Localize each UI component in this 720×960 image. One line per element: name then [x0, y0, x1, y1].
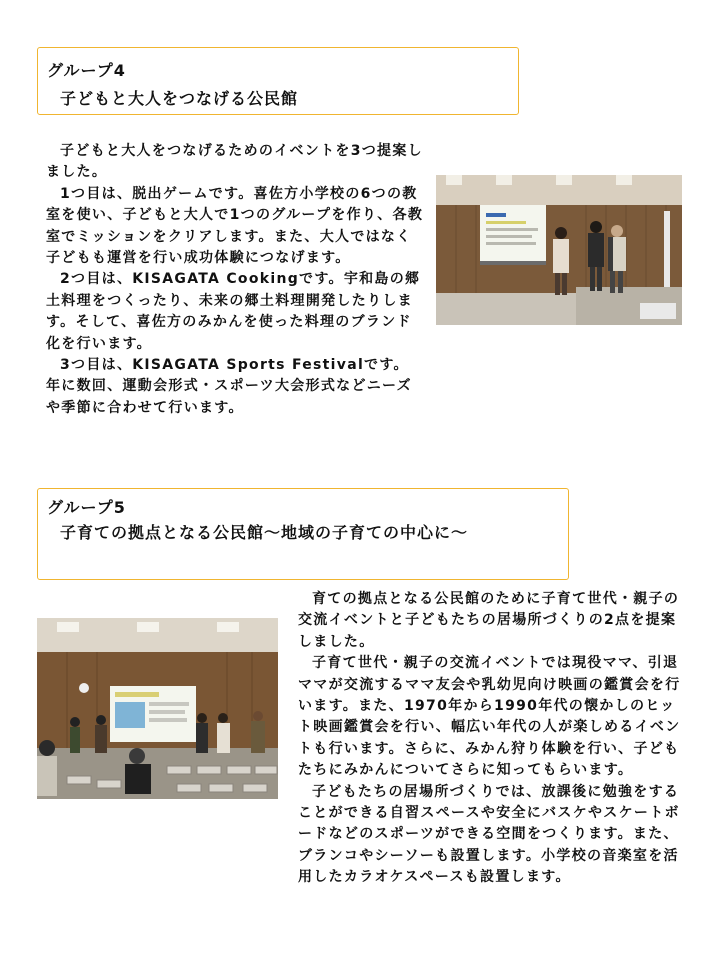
group5-body — [298, 589, 688, 889]
group4-paragraph: 3つ目は、KISAGATA Sports Festivalです。年に数回、運動会形式・スポーツ大会形式などニーズや季節に合わせて行います。 — [46, 357, 412, 416]
group4-body — [46, 141, 424, 419]
group4-heading-title: グループ4 — [47, 61, 126, 80]
group4-heading-subtitle: 子どもと大人をつなげる公民館 — [60, 89, 299, 108]
group4-paragraph: 1つ目は、脱出ゲームです。喜佐方小学校の6つの教室を使い、子どもと大人で1つのグループを作り、各教室でミッションをクリアします。また、大人ではなく子どもも運営を行い成功体験につなげます。 — [46, 185, 424, 267]
group4-presentation-photo — [436, 175, 682, 325]
group4-heading-box — [37, 47, 519, 115]
group5-presentation-photo — [37, 618, 278, 799]
group4-paragraph: 2つ目は、KISAGATA Cookingです。宇和島の郷土料理をつくったり、未来の郷土料理開発したりします。そして、喜佐方のみかんを使った料理のブランド化を行います。 — [46, 271, 421, 352]
group5-paragraph: 育ての拠点となる公民館のために子育て世代・親子の交流イベントと子どもたちの居場所づくりの2点を提案しました。 — [298, 591, 680, 650]
group5-paragraph: 子どもたちの居場所づくりでは、放課後に勉強をすることができる自習スペースや安全にバスケやスケートボードなどのスポーツができる空間をつくります。また、ブランコやシーソーも設置します。小学校の音楽室を活用したカラオケスペースも設置します。 — [298, 783, 680, 886]
group5-heading-box — [37, 488, 569, 580]
group4-paragraph: 子どもと大人をつなげるためのイベントを3つ提案しました。 — [46, 143, 423, 181]
group5-paragraph: 子育て世代・親子の交流イベントでは現役ママ、引退ママが交流するママ友会や乳幼児向け映画の鑑賞会を行います。また、1970年から1990年代の懐かしのヒット映画鑑賞会を行い、幅広い年代の人が楽しめるイベントも行います。さらに、みかん狩り体験を行い、子どもたちにみかんについてさらに知ってもらいます。 — [298, 655, 681, 779]
group5-heading-title: グループ5 — [47, 498, 126, 517]
group5-heading-subtitle: 子育ての拠点となる公民館～地域の子育ての中心に～ — [60, 523, 469, 542]
